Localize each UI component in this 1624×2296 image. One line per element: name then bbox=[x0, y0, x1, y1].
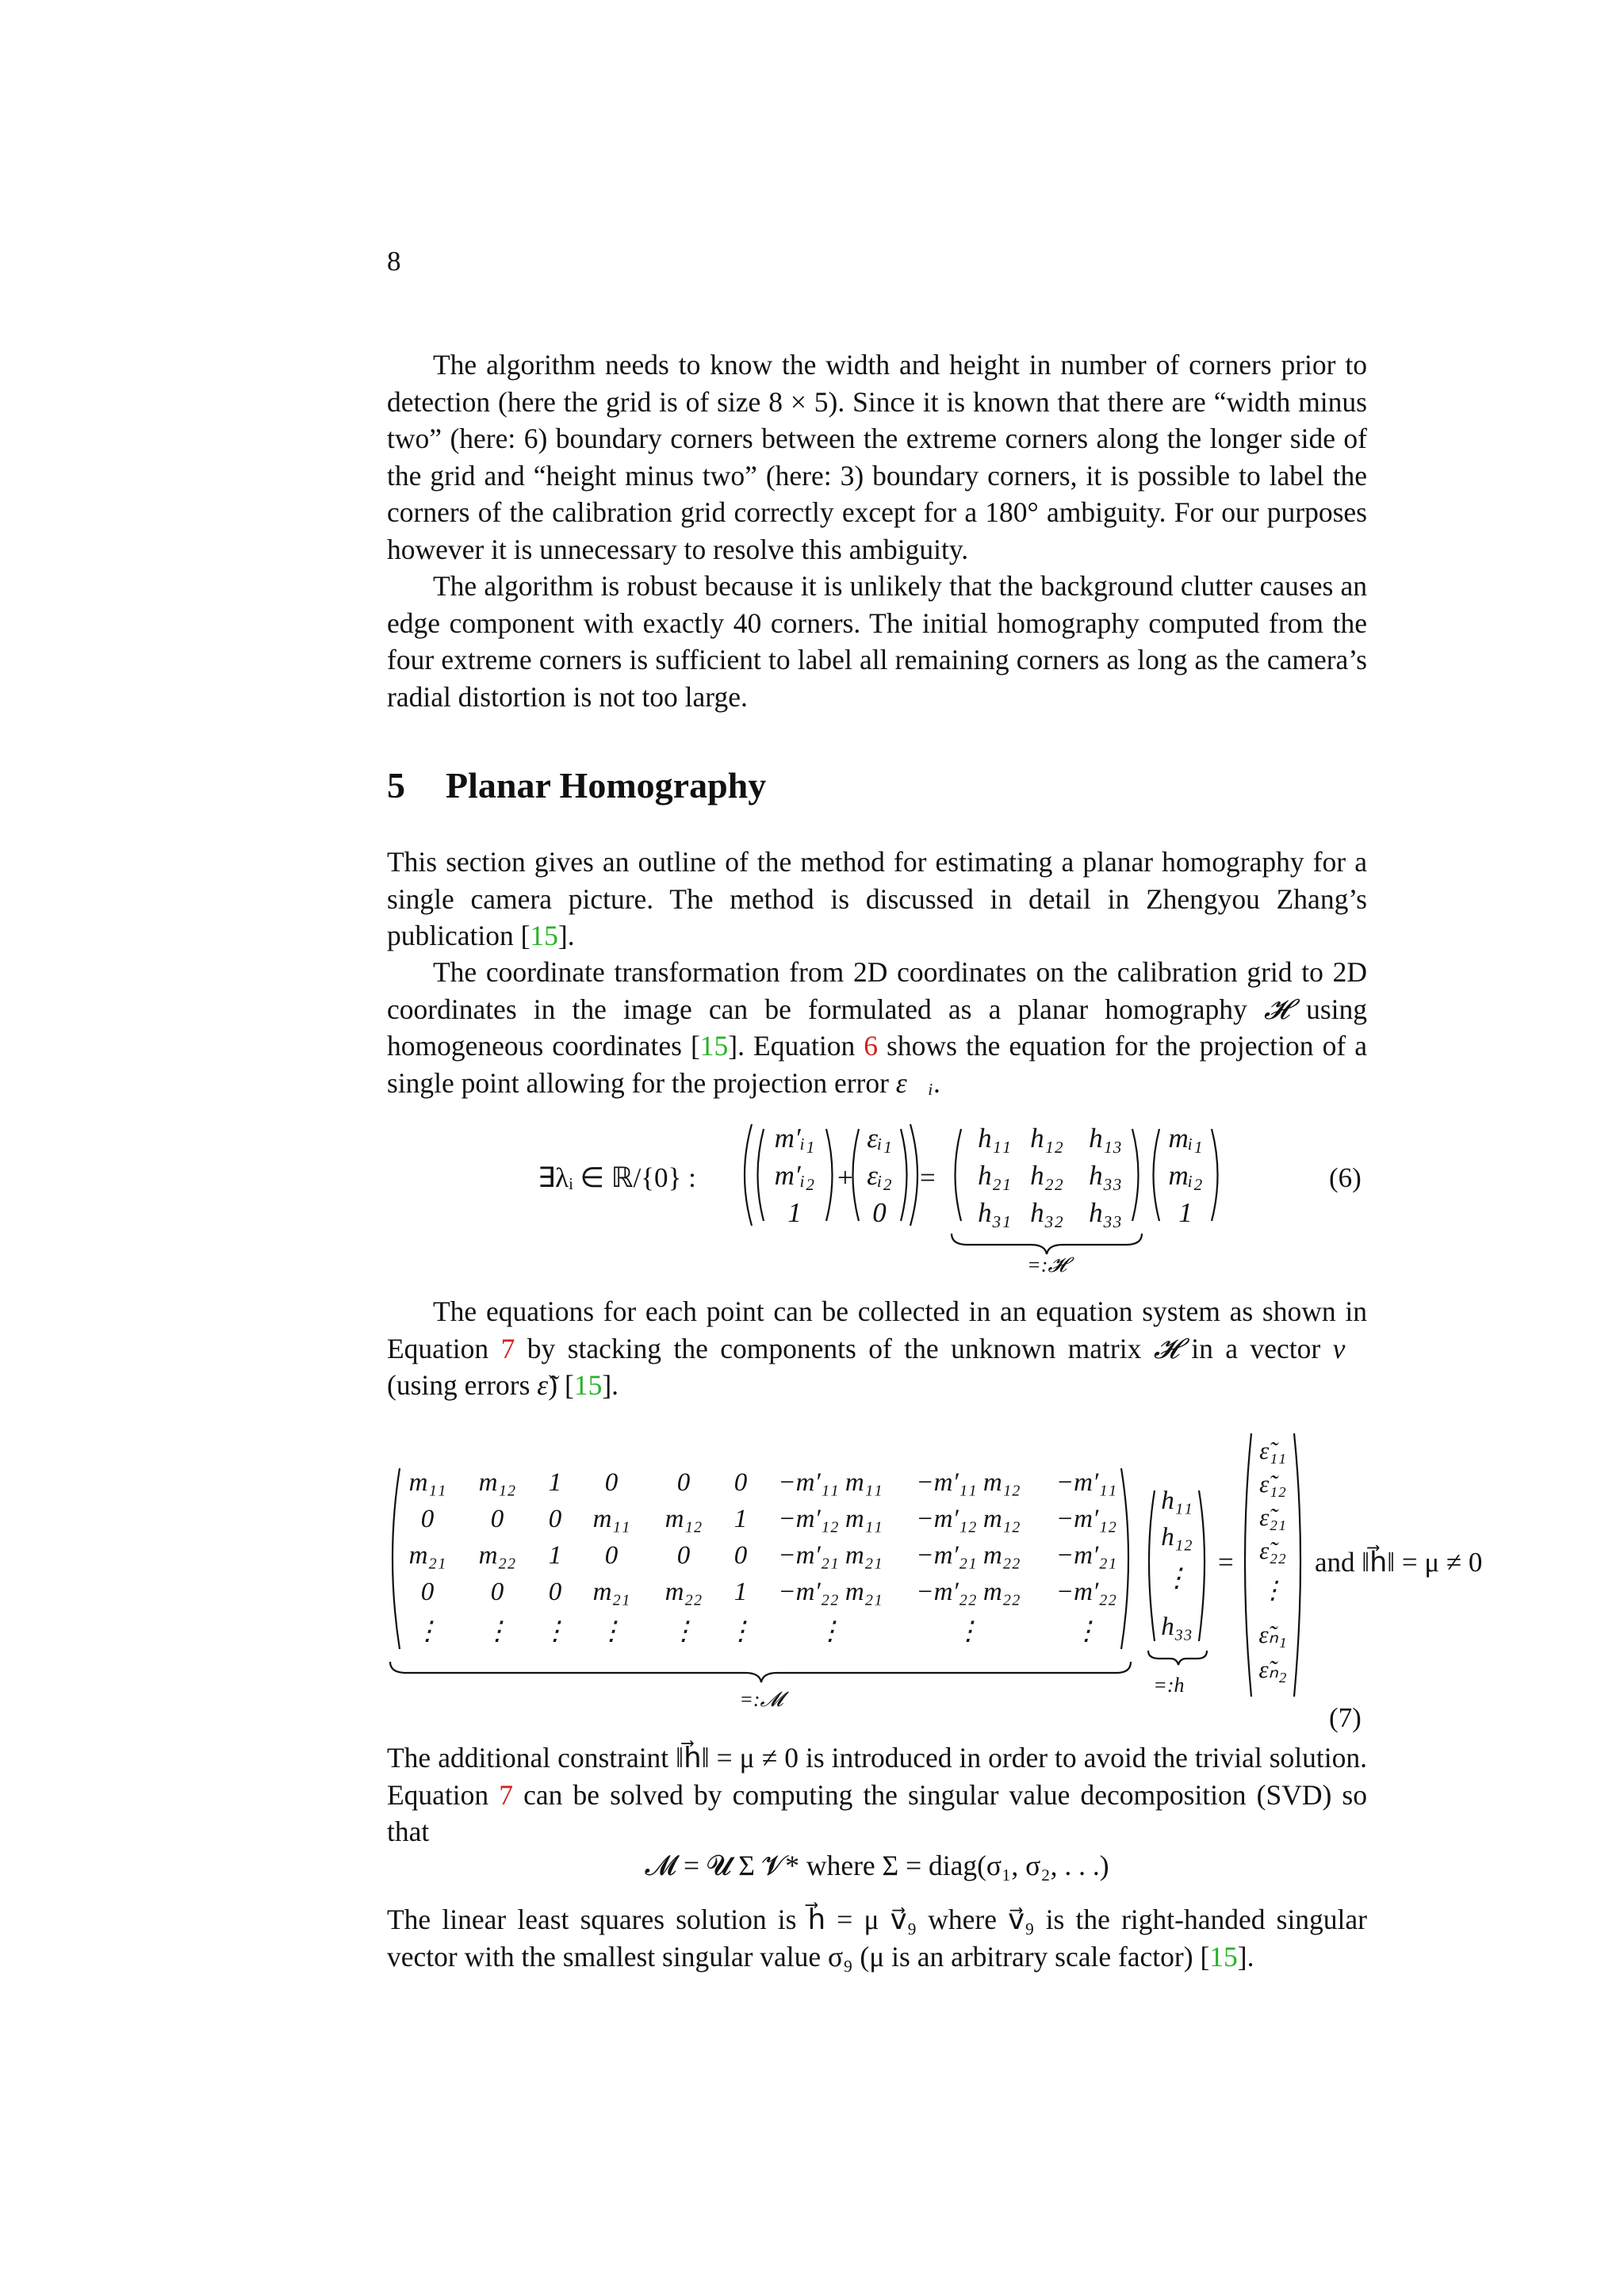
eq6-equals: = bbox=[920, 1162, 936, 1193]
paragraph-grid-detection: The algorithm needs to know the width and height in number of corners prior to detection (here the grid is of size 8 × 5). Since it is known that there are “width minus two” (here: 6) boundary corners between the extreme corners along the longer side of the grid and “height minus two” (here: 3) boundary corners, it is possible to label the corners of the calibration grid correctly except for a 180° ambiguity. For our purposes however it is unnecessary to resolve this ambiguity. bbox=[387, 349, 1367, 565]
eq7-matrix-cell: 0 bbox=[420, 1505, 435, 1533]
eq7-matrix-cell: m₂₁ bbox=[408, 1541, 446, 1570]
eq7-matrix-cell: m₂₂ bbox=[478, 1541, 516, 1570]
eq7-matrix-cell: 0 bbox=[490, 1578, 504, 1606]
eq7-matrix-cell: −m′₁₂ m₁₁ bbox=[778, 1505, 883, 1533]
eq6-vec-m bbox=[775, 1123, 815, 1228]
section-heading bbox=[387, 764, 766, 806]
eq7-vec-h-cell: ⋮ bbox=[1163, 1564, 1190, 1593]
eq7-equals: = bbox=[1218, 1547, 1234, 1578]
eq7-matrix-M bbox=[409, 1468, 1117, 1646]
eq6-veceps-right-paren bbox=[901, 1129, 907, 1221]
eq6-rhs-right-paren bbox=[1212, 1129, 1218, 1221]
eq6-vec-eps bbox=[867, 1123, 892, 1228]
paragraph-robustness: The algorithm is robust because it is unlikely that the background clutter causes an edge component with exactly 40 corners. The initial homography computed from the four extreme corners is sufficient to label all remaining corners as long as the camera’s radial distortion is not too large. bbox=[387, 570, 1367, 713]
eq7-vec-eps-cell: ε̃₂₁ bbox=[1259, 1503, 1286, 1531]
paragraph-equation-system: The equations for each point can be collected in an equation system as shown in Equation 7 by stacking the components of the unknown matrix 𝓗 in a vector v⃗ (using errors ε̃) [15]. bbox=[387, 1295, 1367, 1401]
eq6-vec-m-rhs-cell: 1 bbox=[1178, 1197, 1193, 1228]
eq6-vec-m-cell: 1 bbox=[787, 1197, 802, 1228]
eq7-vech-left-paren bbox=[1149, 1490, 1155, 1641]
section-number: 5 bbox=[387, 765, 405, 806]
eq7-matrix-cell: 1 bbox=[548, 1541, 562, 1570]
eq7-number: (7) bbox=[1329, 1702, 1362, 1733]
eq6-matrix-cell: h₁₂ bbox=[1030, 1123, 1063, 1154]
eq7-vec-eps bbox=[1258, 1437, 1287, 1683]
eq7-matrix-cell: 0 bbox=[604, 1541, 619, 1570]
eq7-matrix-cell: m₁₁ bbox=[408, 1468, 446, 1497]
eq6-matrix-cell: h₂₁ bbox=[978, 1160, 1011, 1191]
paragraph-constraint: The additional constraint ‖h⃗‖ = μ ≠ 0 is introduced in order to avoid the trivial solution. Equation 7 can be solved by computing the singular value decomposition (SVD) so that bbox=[387, 1742, 1367, 1847]
eq7-matrix-cell: −m′₁₂ bbox=[1055, 1505, 1117, 1533]
eq6-underbrace-label: =:𝓗 bbox=[1027, 1253, 1067, 1276]
eq7-matrix-cell: −m′₂₂ m₂₁ bbox=[778, 1578, 883, 1606]
eq7-matrix-cell: −m′₁₂ m₁₂ bbox=[916, 1505, 1021, 1533]
page-number: 8 bbox=[387, 246, 401, 277]
section-title: Planar Homography bbox=[446, 765, 767, 806]
eq7-matrix-cell: m₁₁ bbox=[592, 1505, 630, 1533]
eq7-matrix-cell: m₂₁ bbox=[592, 1578, 630, 1606]
eq7-veceps-left-paren bbox=[1245, 1433, 1251, 1697]
eq7-matrix-cell: ⋮ bbox=[414, 1617, 441, 1646]
eq7-matrix-cell: 0 bbox=[676, 1541, 691, 1570]
paragraph-coordinate-transformation: The coordinate transformation from 2D coordinates on the calibration grid to 2D coordinates in the image can be formulated as a planar homography 𝓗 using homogeneous coordinates [15]. Equation 6 shows the equation for the projection of a single point allowing for the projection error ε⃗ᵢ. bbox=[387, 956, 1367, 1099]
eq7-matrix-cell: ⋮ bbox=[1073, 1617, 1100, 1646]
eq6-matrix-cell: h₃₂ bbox=[1030, 1197, 1063, 1228]
eq6-matrix-left-paren bbox=[956, 1129, 962, 1221]
eq7-matrix-cell: ⋮ bbox=[598, 1617, 625, 1646]
eq7-matrix-cell: 0 bbox=[420, 1578, 435, 1606]
eq7-matrix-cell: ⋮ bbox=[484, 1617, 511, 1646]
eq6-vec-m-rhs bbox=[1169, 1123, 1203, 1228]
eq7-vec-eps-cell: ε̃₁₁ bbox=[1259, 1437, 1286, 1464]
eq6-matrix-cell: h₃₃ bbox=[1089, 1197, 1122, 1228]
eq7-vec-eps-cell: ε̃ₙ₂ bbox=[1258, 1655, 1287, 1683]
eq7-matrix-cell: ⋮ bbox=[670, 1617, 697, 1646]
eq7-matrix-cell: m₂₂ bbox=[665, 1578, 703, 1606]
eq6-number: (6) bbox=[1329, 1162, 1362, 1193]
eq7-label-M: =:𝓜 bbox=[739, 1688, 783, 1711]
eq7-matrix-cell: 1 bbox=[733, 1505, 748, 1533]
citation-link[interactable]: 15 bbox=[699, 1030, 729, 1062]
eq6-matrix-right-paren bbox=[1132, 1129, 1139, 1221]
eq7-vec-h bbox=[1161, 1487, 1192, 1641]
eq6-matrix-cell: h₂₂ bbox=[1030, 1160, 1063, 1191]
eq7-vec-eps-cell: ε̃₂₂ bbox=[1259, 1536, 1286, 1564]
eq7-vec-eps-cell: ε̃ₙ₁ bbox=[1258, 1621, 1287, 1648]
eq7-veceps-right-paren bbox=[1294, 1433, 1300, 1697]
eq6-matrix-cell: h₁₃ bbox=[1089, 1123, 1122, 1154]
eq6-plus: + bbox=[837, 1162, 853, 1193]
eq7-matrix-left-paren bbox=[393, 1468, 400, 1649]
eq7-underbrace-h bbox=[1148, 1651, 1207, 1665]
eq6-vec-m-cell: m′ᵢ₂ bbox=[774, 1160, 815, 1191]
eq6-outer-right-paren bbox=[910, 1124, 917, 1226]
citation-link[interactable]: 15 bbox=[573, 1369, 603, 1401]
eq7-matrix-cell: m₁₂ bbox=[478, 1468, 516, 1497]
eq6-matrix-H bbox=[978, 1123, 1122, 1228]
eq6-vec-m-rhs-cell: mᵢ₂ bbox=[1168, 1160, 1203, 1191]
eq7-matrix-cell: 0 bbox=[490, 1505, 504, 1533]
citation-link[interactable]: 15 bbox=[530, 920, 558, 951]
eq7-matrix-cell: ⋮ bbox=[955, 1617, 982, 1646]
eq7-matrix-cell: −m′₂₁ m₂₂ bbox=[916, 1541, 1021, 1570]
eq7-matrix-cell: 1 bbox=[733, 1578, 748, 1606]
eq7-matrix-cell: −m′₂₁ bbox=[1055, 1541, 1117, 1570]
eq7-matrix-cell: 0 bbox=[733, 1541, 748, 1570]
eq7-matrix-cell: −m′₁₁ m₁₂ bbox=[916, 1468, 1021, 1497]
eq7-matrix-cell: −m′₁₁ bbox=[1055, 1468, 1117, 1497]
eq7-vec-h-cell: h₁₁ bbox=[1161, 1487, 1193, 1515]
equation-link[interactable]: 7 bbox=[500, 1332, 515, 1364]
equation-link[interactable]: 7 bbox=[499, 1778, 514, 1811]
eq7-matrix-cell: −m′₂₂ m₂₂ bbox=[916, 1578, 1021, 1606]
eq6-veceps-left-paren bbox=[853, 1129, 860, 1221]
eq7-matrix-cell: 0 bbox=[548, 1578, 562, 1606]
eq7-vech-right-paren bbox=[1199, 1490, 1205, 1641]
eq7-matrix-cell: −m′₂₂ bbox=[1055, 1578, 1117, 1606]
eq6-vec-m-rhs-cell: mᵢ₁ bbox=[1168, 1123, 1203, 1154]
eq6-vec-eps-cell: 0 bbox=[872, 1197, 887, 1228]
eq7-matrix-right-paren bbox=[1121, 1468, 1128, 1649]
eq7-matrix-cell: 0 bbox=[548, 1505, 562, 1533]
eq7-underbrace-M bbox=[390, 1662, 1131, 1682]
eq7-vec-eps-cell: ε̃₁₂ bbox=[1259, 1470, 1286, 1498]
citation-link[interactable]: 15 bbox=[1209, 1940, 1238, 1973]
svd-equation: 𝓜 = 𝓤 Σ 𝓥* where Σ = diag(σ₁, σ₂, . . .) bbox=[645, 1850, 1109, 1881]
eq7-label-h: =:h⃗ bbox=[1153, 1674, 1201, 1697]
eq7-vec-eps-cell: ⋮ bbox=[1260, 1576, 1285, 1604]
eq6-matrix-cell: h₁₁ bbox=[978, 1123, 1011, 1154]
eq6-vec-eps-cell: εᵢ₂ bbox=[867, 1160, 892, 1191]
eq6-matrix-cell: h₃₃ bbox=[1089, 1160, 1122, 1191]
eq7-matrix-cell: ⋮ bbox=[542, 1617, 569, 1646]
eq7-constraint: and ‖h⃗‖ = μ ≠ 0 bbox=[1315, 1547, 1483, 1578]
eq6-matrix-cell: h₃₁ bbox=[978, 1197, 1011, 1228]
eq7-matrix-cell: 1 bbox=[548, 1468, 562, 1497]
paragraph-section-intro: This section gives an outline of the method for estimating a planar homography for a single camera picture. The method is discussed in detail in Zhengyou Zhang’s publication [15]. bbox=[387, 846, 1367, 951]
equation-link[interactable]: 6 bbox=[864, 1030, 879, 1062]
eq7-matrix-cell: ⋮ bbox=[727, 1617, 754, 1646]
eq6-rhs-left-paren bbox=[1154, 1129, 1160, 1221]
eq7-matrix-cell: 0 bbox=[604, 1468, 619, 1497]
eq7-matrix-cell: 0 bbox=[676, 1468, 691, 1497]
eq6-vec-m-cell: m′ᵢ₁ bbox=[774, 1123, 815, 1154]
eq7-matrix-cell: −m′₁₁ m₁₁ bbox=[778, 1468, 883, 1497]
eq7-matrix-cell: 0 bbox=[733, 1468, 748, 1497]
eq7-matrix-cell: ⋮ bbox=[817, 1617, 844, 1646]
eq6-underbrace bbox=[952, 1234, 1142, 1254]
eq7-matrix-cell: m₁₂ bbox=[665, 1505, 703, 1533]
eq6-vecm-left-paren bbox=[758, 1129, 764, 1221]
eq7-vec-h-cell: h₃₃ bbox=[1161, 1613, 1193, 1641]
eq7-vec-h-cell: h₁₂ bbox=[1161, 1523, 1193, 1552]
paragraph-least-squares: The linear least squares solution is h⃗ = μ v⃗₉ where v⃗₉ is the right-handed singular vector with the smallest singular value σ₉ (μ is an arbitrary scale factor) [15]. bbox=[387, 1904, 1367, 1973]
eq6-outer-left-paren bbox=[745, 1124, 752, 1226]
eq7-matrix-cell: −m′₂₁ m₂₁ bbox=[778, 1541, 883, 1570]
eq6-vec-eps-cell: εᵢ₁ bbox=[867, 1123, 892, 1154]
eq6-vecm-right-paren bbox=[826, 1129, 833, 1221]
eq6-prefix: ∃λᵢ ∈ ℝ/{0} : bbox=[538, 1162, 696, 1193]
